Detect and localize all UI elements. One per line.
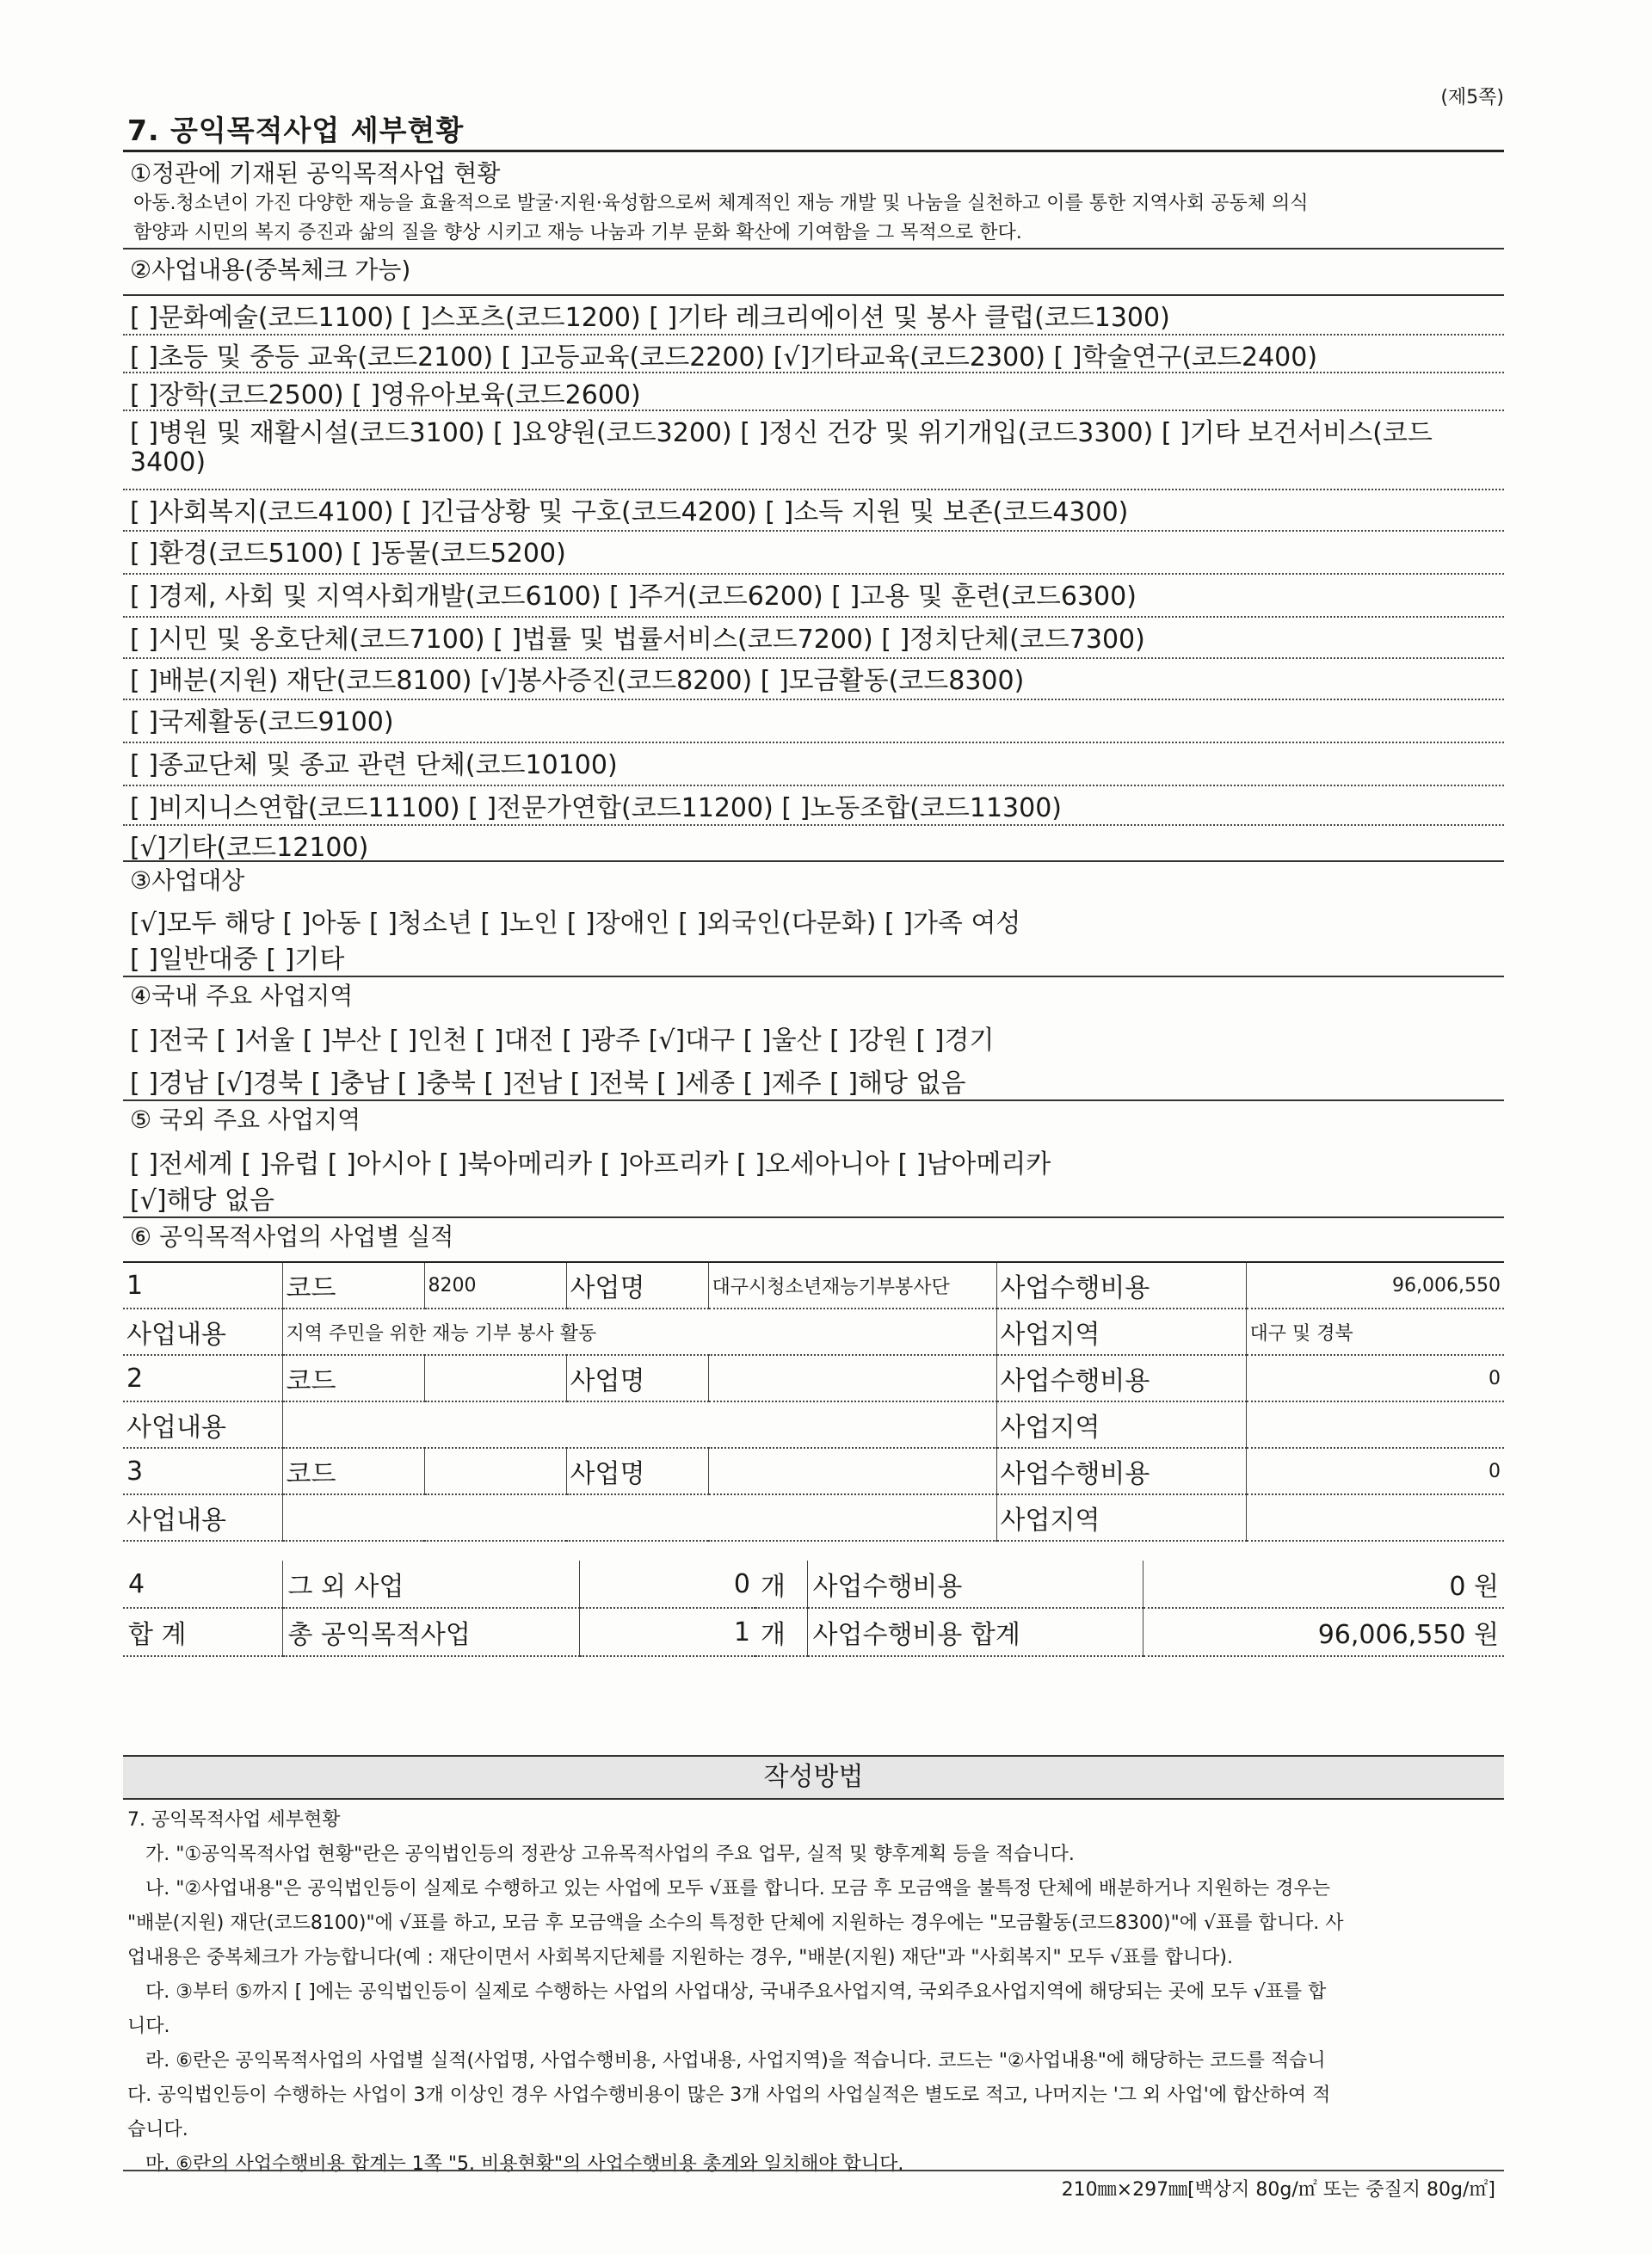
domestic-row: [ ]전국 [ ]서울 [ ]부산 [ ]인천 [ ]대전 [ ]광주 [√]대구 [ ]울산 [ ]강원 [ ]경기 xyxy=(130,1025,995,1056)
section-purpose xyxy=(123,155,1504,249)
cost-value: 96,006,550 xyxy=(1246,1262,1504,1309)
other-number: 4 xyxy=(123,1561,282,1608)
business-row: [ ]병원 및 재활시설(코드3100) [ ]요양원(코드3200) [ ]정신 건강 및 위기개입(코드3300) [ ]기타 보건서비스(코드 xyxy=(123,410,1504,449)
business-row: [ ]사회복지(코드4100) [ ]긴급상황 및 구호(코드4200) [ ]소득 지원 및 보존(코드4300) xyxy=(123,489,1504,528)
section-overseas-heading: ⑤ 국외 주요 사업지역 xyxy=(123,1099,1504,1136)
table-row xyxy=(123,1262,1504,1309)
content-label: 사업내용 xyxy=(123,1401,282,1448)
business-row: [ ]장학(코드2500) [ ]영유아보육(코드2600) xyxy=(123,372,1504,411)
note-line: 습니다. xyxy=(127,2119,188,2140)
code-label: 코드 xyxy=(282,1355,424,1401)
note-line: 다. ③부터 ⑤까지 [ ]에는 공익법인등이 실제로 수행하는 사업의 사업대상, 국내주요사업지역, 국외주요사업지역에 해당되는 곳에 모두 √표를 합 xyxy=(127,1981,1327,2003)
footer-rule xyxy=(123,2170,1504,2171)
method-title: 작성방법 xyxy=(123,1755,1504,1800)
code-value: 8200 xyxy=(424,1262,566,1309)
item-number: 2 xyxy=(123,1355,282,1401)
section-business-heading: ②사업내용(중복체크 가능) xyxy=(130,256,411,284)
cost-label: 사업수행비용 xyxy=(996,1355,1246,1401)
business-row: [ ]문화예술(코드1100) [ ]스포츠(코드1200) [ ]기타 레크리에이션 및 봉사 클럽(코드1300) xyxy=(123,294,1504,334)
item-number: 3 xyxy=(123,1448,282,1494)
table-row xyxy=(123,1309,1504,1355)
method-notes xyxy=(127,1803,1504,2182)
other-count: 0 xyxy=(579,1561,755,1608)
note-line: 나. "②사업내용"은 공익법인등이 실제로 수행하고 있는 사업에 모두 √표를 합니다. 모금 후 모금액을 불특정 단체에 배분하거나 지원하는 경우는 xyxy=(127,1878,1330,1900)
other-label: 그 외 사업 xyxy=(282,1561,579,1608)
region-label: 사업지역 xyxy=(996,1494,1246,1541)
target-row: [√]모두 해당 [ ]아동 [ ]청소년 [ ]노인 [ ]장애인 [ ]외국인(다문화) [ ]가족 여성 xyxy=(130,908,1021,939)
total-label: 합 계 xyxy=(123,1608,282,1656)
table-row xyxy=(123,1401,1504,1448)
business-row: [ ]배분(지원) 재단(코드8100) [√]봉사증진(코드8200) [ ]모금활동(코드8300) xyxy=(123,657,1504,697)
table-row xyxy=(123,1494,1504,1541)
total-row xyxy=(123,1608,1504,1656)
cost-value: 0 xyxy=(1246,1448,1504,1494)
name-value xyxy=(708,1448,996,1494)
section-target-heading: ③사업대상 xyxy=(123,860,1504,896)
code-label: 코드 xyxy=(282,1262,424,1309)
name-label: 사업명 xyxy=(566,1448,708,1494)
purpose-text-line-1: 아동.청소년이 가진 다양한 재능을 효율적으로 발굴·지원·육성함으로써 체계적인 재능 개발 및 나눔을 실천하고 이를 통한 지역사회 공동체 의식 xyxy=(133,193,1309,214)
note-line: 라. ⑥란은 공익목적사업의 사업별 실적(사업명, 사업수행비용, 사업내용, 사업지역)을 적습니다. 코드는 "②사업내용"에 해당하는 코드를 적습니 xyxy=(127,2050,1326,2072)
business-row: [ ]시민 및 옹호단체(코드7100) [ ]법률 및 법률서비스(코드7200) [ ]정치단체(코드7300) xyxy=(123,616,1504,656)
business-row-continuation: 3400) xyxy=(130,447,206,477)
name-value xyxy=(708,1355,996,1401)
code-value xyxy=(424,1448,566,1494)
other-cost-label: 사업수행비용 xyxy=(807,1561,1143,1608)
business-row: [ ]환경(코드5100) [ ]동물(코드5200) xyxy=(123,530,1504,570)
content-label: 사업내용 xyxy=(123,1309,282,1355)
code-label: 코드 xyxy=(282,1448,424,1494)
performance-table xyxy=(123,1261,1504,1542)
note-line: 7. 공익목적사업 세부현황 xyxy=(127,1809,341,1831)
region-value: 대구 및 경북 xyxy=(1246,1309,1504,1355)
business-row: [ ]초등 및 중등 교육(코드2100) [ ]고등교육(코드2200) [√]기타교육(코드2300) [ ]학술연구(코드2400) xyxy=(123,334,1504,373)
note-line: 마. ⑥란의 사업수행비용 합계는 1쪽 "5. 비용현황"의 사업수행비용 총계와 일치해야 합니다. xyxy=(127,2153,904,2175)
business-row: [ ]국제활동(코드9100) xyxy=(123,699,1504,738)
note-line: "배분(지원) 재단(코드8100)"에 √표를 하고, 모금 후 모금액을 소수의 특정한 단체에 지원하는 경우에는 "모금활동(코드8300)"에 √표를 합니다. 사 xyxy=(127,1912,1344,1934)
target-row: [ ]일반대중 [ ]기타 xyxy=(130,945,345,975)
region-value xyxy=(1246,1401,1504,1448)
total-cost-label: 사업수행비용 합계 xyxy=(807,1608,1143,1656)
name-label: 사업명 xyxy=(566,1355,708,1401)
section-purpose-heading: ①정관에 기재된 공익목적사업 현황 xyxy=(130,159,501,188)
region-label: 사업지역 xyxy=(996,1401,1246,1448)
table-row xyxy=(123,1355,1504,1401)
overseas-row: [ ]전세계 [ ]유럽 [ ]아시아 [ ]북아메리카 [ ]아프리카 [ ]오세아니아 [ ]남아메리카 xyxy=(130,1149,1051,1179)
purpose-text-line-2: 함양과 시민의 복지 증진과 삶의 질을 향상 시키고 재능 나눔과 기부 문화 확산에 기여함을 그 목적으로 한다. xyxy=(123,219,1504,249)
total-sub-label: 총 공익목적사업 xyxy=(282,1608,579,1656)
cost-value: 0 xyxy=(1246,1355,1504,1401)
note-line: 다. 공익법인등이 수행하는 사업이 3개 이상인 경우 사업수행비용이 많은 3개 사업의 사업실적은 별도로 적고, 나머지는 '그 외 사업'에 합산하여 적 xyxy=(127,2085,1331,2106)
region-label: 사업지역 xyxy=(996,1309,1246,1355)
other-count-unit: 개 xyxy=(755,1561,807,1608)
name-label: 사업명 xyxy=(566,1262,708,1309)
content-value xyxy=(282,1494,996,1541)
section-performance-heading: ⑥ 공익목적사업의 사업별 실적 xyxy=(123,1216,1504,1253)
cost-label: 사업수행비용 xyxy=(996,1262,1246,1309)
domestic-row: [ ]경남 [√]경북 [ ]충남 [ ]충북 [ ]전남 [ ]전북 [ ]세종 [ ]제주 [ ]해당 없음 xyxy=(130,1068,966,1099)
other-cost-value: 0 원 xyxy=(1143,1561,1504,1608)
note-line: 니다. xyxy=(127,2016,170,2037)
total-count-unit: 개 xyxy=(755,1608,807,1656)
paper-spec: 210㎜×297㎜[백상지 80g/㎡ 또는 중질지 80g/㎡] xyxy=(1061,2179,1495,2201)
region-value xyxy=(1246,1494,1504,1541)
page-number: (제5쪽) xyxy=(1440,87,1504,108)
name-value: 대구시청소년재능기부봉사단 xyxy=(708,1262,996,1309)
other-business-row xyxy=(123,1561,1504,1608)
business-row: [ ]비지니스연합(코드11100) [ ]전문가연합(코드11200) [ ]노동조합(코드11300) xyxy=(123,785,1504,824)
business-row: [√]기타(코드12100) xyxy=(123,824,1504,864)
total-count: 1 xyxy=(579,1608,755,1656)
title-rule xyxy=(123,150,1504,152)
note-line: 가. "①공익목적사업 현황"란은 공익법인등의 정관상 고유목적사업의 주요 업무, 실적 및 향후계획 등을 적습니다. xyxy=(127,1844,1075,1865)
item-number: 1 xyxy=(123,1262,282,1309)
business-row: [ ]종교단체 및 종교 관련 단체(코드10100) xyxy=(123,742,1504,781)
section-domestic-heading: ④국내 주요 사업지역 xyxy=(123,976,1504,1012)
note-line: 업내용은 중복체크가 가능합니다(예 : 재단이면서 사회복지단체를 지원하는 경우, "배분(지원) 재단"과 "사회복지" 모두 √표를 합니다). xyxy=(127,1947,1233,1968)
table-row xyxy=(123,1448,1504,1494)
total-cost-value: 96,006,550 원 xyxy=(1143,1608,1504,1656)
overseas-row: [√]해당 없음 xyxy=(130,1186,274,1216)
content-value xyxy=(282,1401,996,1448)
business-row: [ ]경제, 사회 및 지역사회개발(코드6100) [ ]주거(코드6200) [ ]고용 및 훈련(코드6300) xyxy=(123,573,1504,613)
code-value xyxy=(424,1355,566,1401)
summary-table xyxy=(123,1561,1504,1657)
content-label: 사업내용 xyxy=(123,1494,282,1541)
cost-label: 사업수행비용 xyxy=(996,1448,1246,1494)
content-value: 지역 주민을 위한 재능 기부 봉사 활동 xyxy=(282,1309,996,1355)
page-title: 7. 공익목적사업 세부현황 xyxy=(127,114,465,147)
